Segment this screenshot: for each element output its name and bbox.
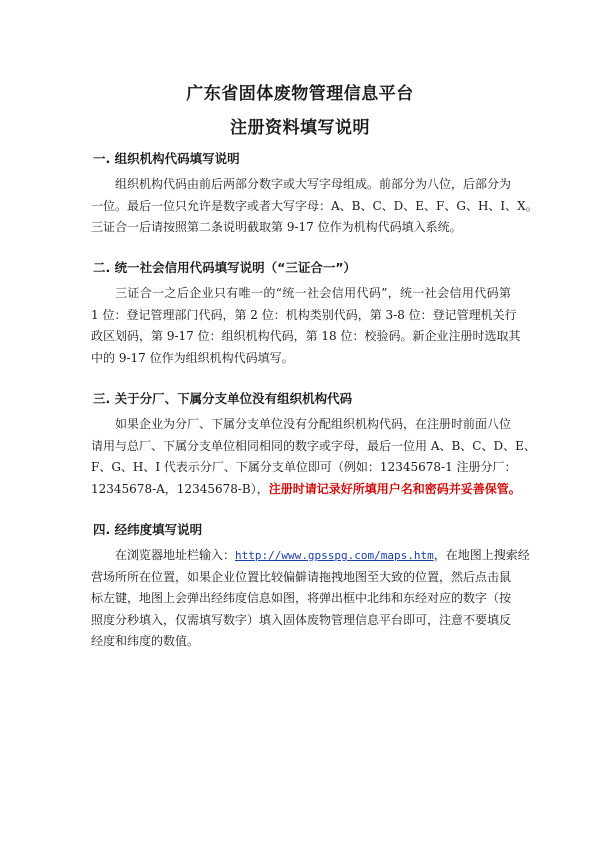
paragraph-line: 标左键，地图上会弹出经纬度信息如图，将弹出框中北纬和东经对应的数字（按 xyxy=(91,591,512,605)
paragraph-line: 中的 9-17 位作为组织机构代码填写。 xyxy=(91,350,294,365)
section-3-heading: 三. 关于分厂、下属分支单位没有组织机构代码 xyxy=(93,391,353,406)
document-subtitle: 注册资料填写说明 xyxy=(230,118,370,138)
gpsspg-map-link[interactable]: http://www.gpsspg.com/maps.htm xyxy=(235,549,434,562)
section-3-paragraph xyxy=(91,414,536,500)
paragraph-line: 如果企业为分厂、下属分支单位没有分配组织机构代码，在注册时前面八位 xyxy=(115,417,512,431)
paragraph-line xyxy=(91,479,521,501)
section-1-paragraph xyxy=(91,174,538,239)
paragraph-line-text: 12345678-A，12345678-B）， xyxy=(91,481,269,496)
section-2-paragraph xyxy=(91,283,521,369)
paragraph-line: 请用与总厂、下属分支单位相同相同的数字或字母，最后一位用 A、B、C、D、E、 xyxy=(91,438,536,453)
paragraph-line: 照度分秒填入，仅需填写数字）填入固体废物管理信息平台即可，注意不要填反 xyxy=(91,612,512,627)
paragraph-line: 经度和纬度的数值。 xyxy=(91,634,200,648)
paragraph-line: 营场所所在位置，如果企业位置比较偏僻请拖拽地图至大致的位置，然后点击鼠 xyxy=(91,569,512,584)
paragraph-line: 政区划码，第 9-17 位：组织机构代码，第 18 位：校验码。新企业注册时选取其 xyxy=(91,329,521,343)
section-1-heading: 一. 组织机构代码填写说明 xyxy=(93,151,240,166)
paragraph-line-text: ，在地图上搜索经 xyxy=(433,548,530,562)
paragraph-line: 一位。最后一位只允许是数字或者大写字母：A、B、C、D、E、F、G、H、I、X。 xyxy=(91,198,538,213)
paragraph-line: 1 位：登记管理部门代码，第 2 位：机构类别代码，第 3-8 位：登记管理机关行 xyxy=(91,307,517,322)
warning-text: 注册时请记录好所填用户名和密码并妥善保管。 xyxy=(268,481,521,496)
section-2-heading: 二. 统一社会信用代码填写说明（“三证合一”） xyxy=(93,260,357,275)
paragraph-line: 三证合一后请按照第二条说明截取第 9-17 位作为机构代码填入系统。 xyxy=(91,220,462,234)
paragraph-line-text: 在浏览器地址栏输入： xyxy=(115,548,236,562)
paragraph-line: F、G、H、I 代表示分厂、下属分支单位即可（例如：12345678-1 注册分厂： xyxy=(91,460,517,474)
document-title: 广东省固体废物管理信息平台 xyxy=(186,84,414,104)
paragraph-line: 三证合一之后企业只有唯一的“统一社会信用代码”，统一社会信用代码第 xyxy=(115,286,511,300)
paragraph-line: 组织机构代码由前后两部分数字或大写字母组成。前部分为八位，后部分为 xyxy=(115,177,512,191)
section-4-paragraph xyxy=(91,545,530,653)
section-4-heading: 四. 经纬度填写说明 xyxy=(93,522,203,537)
paragraph-line xyxy=(91,545,530,567)
